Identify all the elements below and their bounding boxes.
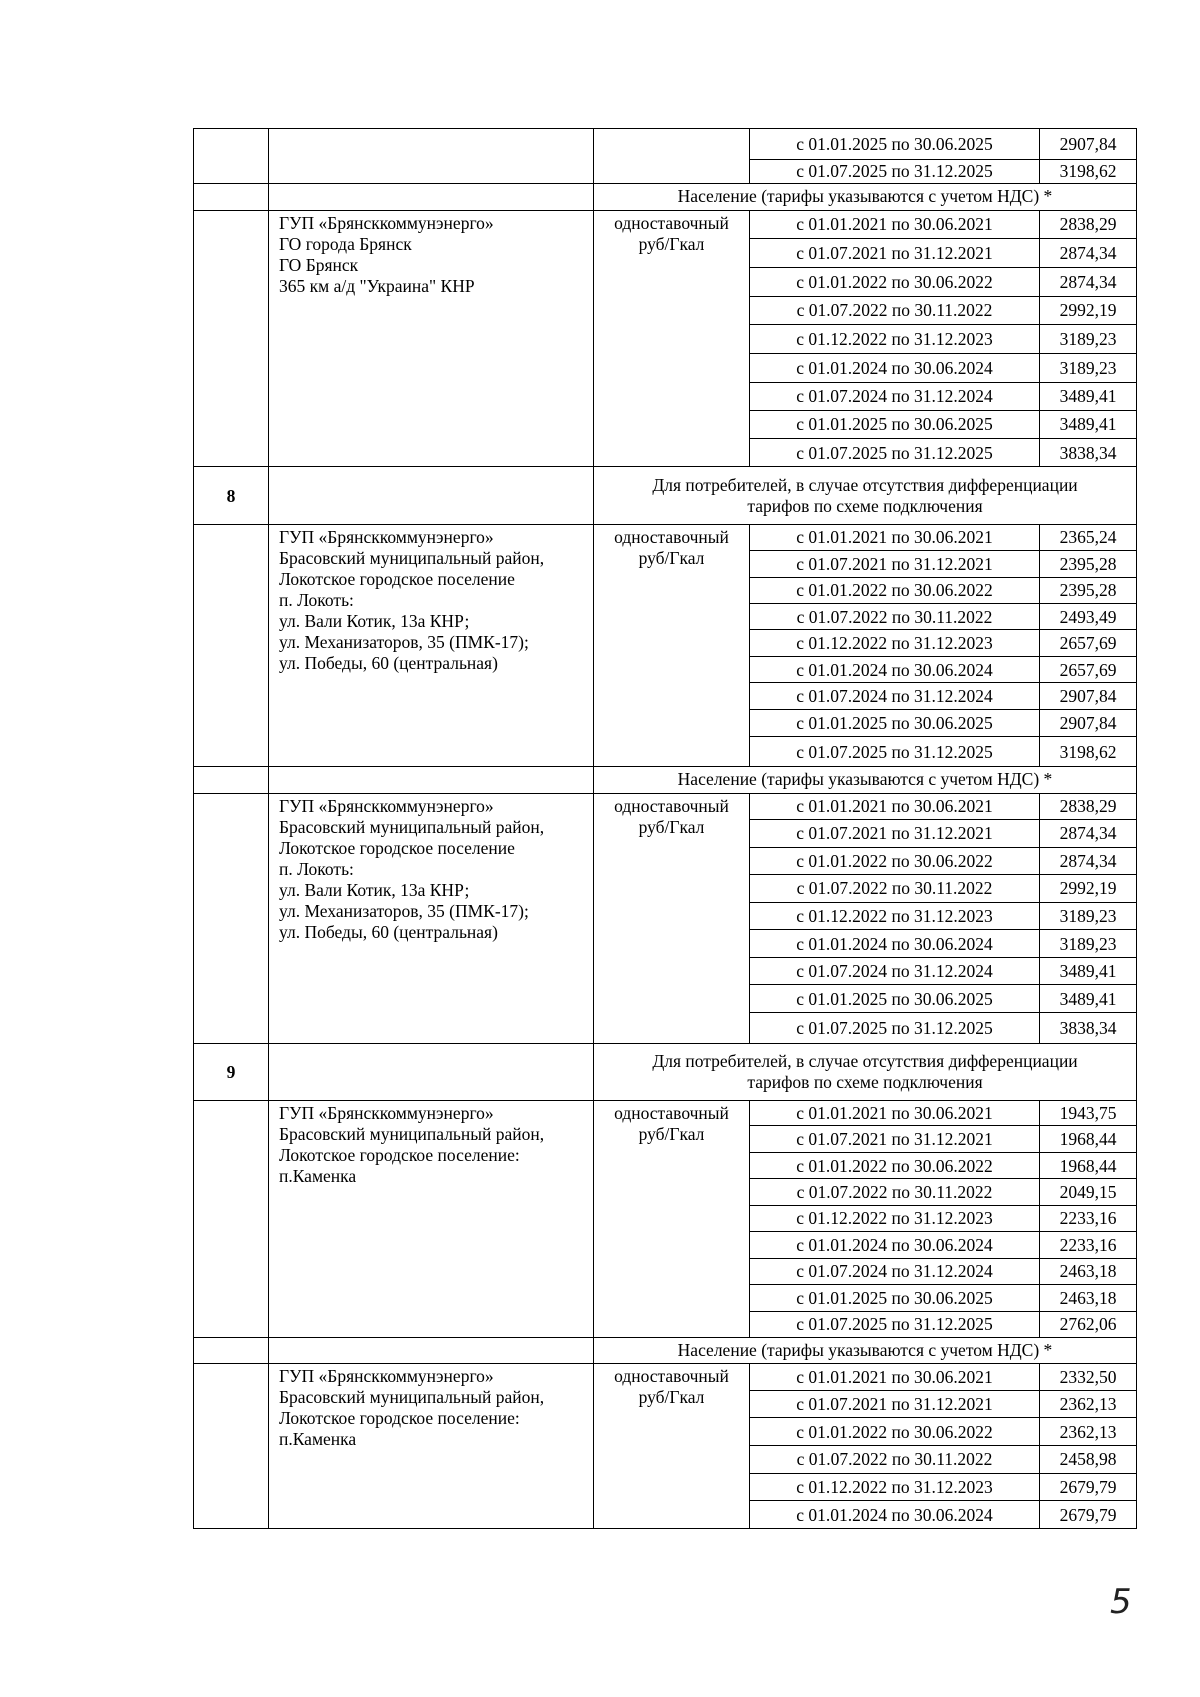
period-cell: с 01.07.2021 по 31.12.2021 <box>750 551 1040 577</box>
period-cell: с 01.12.2022 по 31.12.2023 <box>750 325 1040 354</box>
organization-line: п.Каменка <box>279 1166 357 1187</box>
tariff-type-cell <box>594 210 750 467</box>
number-cell <box>194 793 269 1043</box>
value-cell: 2874,34 <box>1040 267 1137 296</box>
numbered-section-row <box>194 467 1137 524</box>
value-cell: 2679,79 <box>1040 1473 1137 1501</box>
period-cell: с 01.01.2022 по 30.06.2022 <box>750 267 1040 296</box>
value-cell: 2463,18 <box>1040 1258 1137 1284</box>
section-row <box>194 1338 1137 1364</box>
number-cell <box>194 210 269 467</box>
table-row <box>194 129 1137 160</box>
page-number: 5 <box>1110 1582 1132 1622</box>
organization-line: ГО Брянск <box>279 254 359 275</box>
value-cell: 3189,23 <box>1040 325 1137 354</box>
period-cell: с 01.07.2025 по 31.12.2025 <box>750 438 1040 467</box>
org-cell <box>269 467 594 524</box>
value-cell: 2657,69 <box>1040 630 1137 656</box>
tariff-type-line: руб/Гкал <box>638 816 705 837</box>
item-number: 9 <box>194 1043 269 1100</box>
period-cell: с 01.01.2025 по 30.06.2025 <box>750 709 1040 737</box>
organization-line: ул. Победы, 60 (центральная) <box>279 921 498 942</box>
organization-line: Брасовский муниципальный район, <box>279 816 545 837</box>
value-cell: 2493,49 <box>1040 604 1137 630</box>
value-cell: 2907,84 <box>1040 709 1137 737</box>
value-cell: 2458,98 <box>1040 1446 1137 1474</box>
org-cell <box>269 129 594 184</box>
number-cell <box>194 767 269 793</box>
period-cell: с 01.07.2025 по 31.12.2025 <box>750 1012 1040 1043</box>
period-cell: с 01.01.2022 по 30.06.2022 <box>750 1152 1040 1178</box>
value-cell: 3838,34 <box>1040 1012 1137 1043</box>
section-heading-line: Для потребителей, в случае отсутствия дифференциации <box>652 474 1078 495</box>
tariff-type-line: одноставочный <box>614 526 729 547</box>
tariff-type-line: руб/Гкал <box>638 547 705 568</box>
value-cell: 1968,44 <box>1040 1126 1137 1152</box>
value-cell: 3198,62 <box>1040 159 1137 183</box>
organization-line: 365 км а/д "Украина" КНР <box>279 275 475 296</box>
tariff-type-line: одноставочный <box>614 212 729 233</box>
period-cell: с 01.07.2024 по 31.12.2024 <box>750 1258 1040 1284</box>
org-cell <box>269 1338 594 1364</box>
value-cell: 3489,41 <box>1040 382 1137 411</box>
organization-cell <box>269 1101 594 1338</box>
section-heading-line: тарифов по схеме подключения <box>747 495 983 516</box>
organization-cell <box>269 793 594 1043</box>
table-row <box>194 210 1137 239</box>
number-cell <box>194 1338 269 1364</box>
value-cell: 2992,19 <box>1040 296 1137 325</box>
period-cell: с 01.01.2021 по 30.06.2021 <box>750 1101 1040 1126</box>
section-row <box>194 767 1137 793</box>
period-cell: с 01.07.2021 по 31.12.2021 <box>750 1390 1040 1418</box>
value-cell: 2463,18 <box>1040 1285 1137 1311</box>
organization-line: ул. Вали Котик, 13а КНР; <box>279 610 470 631</box>
value-cell: 3838,34 <box>1040 438 1137 467</box>
tariff-type-cell <box>594 793 750 1043</box>
tariff-type-line: руб/Гкал <box>638 1387 705 1408</box>
organization-line: ГО города Брянск <box>279 233 412 254</box>
value-cell: 2233,16 <box>1040 1232 1137 1258</box>
tariff-type-line: руб/Гкал <box>638 233 705 254</box>
period-cell: с 01.01.2024 по 30.06.2024 <box>750 353 1040 382</box>
value-cell: 2874,34 <box>1040 820 1137 848</box>
section-heading: Население (тарифы указываются с учетом НДС) * <box>594 184 1137 210</box>
period-cell: с 01.01.2024 по 30.06.2024 <box>750 656 1040 682</box>
period-cell: с 01.07.2022 по 30.11.2022 <box>750 604 1040 630</box>
section-heading: Население (тарифы указываются с учетом НДС) * <box>594 767 1137 793</box>
period-cell: с 01.07.2022 по 30.11.2022 <box>750 1446 1040 1474</box>
value-cell: 3489,41 <box>1040 411 1137 439</box>
value-cell: 2907,84 <box>1040 683 1137 709</box>
value-cell: 3489,41 <box>1040 985 1137 1013</box>
period-cell: с 01.01.2024 по 30.06.2024 <box>750 1232 1040 1258</box>
period-cell: с 01.12.2022 по 31.12.2023 <box>750 902 1040 930</box>
organization-line: Локотское городское поселение: <box>279 1145 520 1166</box>
period-cell: с 01.07.2022 по 30.11.2022 <box>750 1179 1040 1205</box>
tariff-type-line: одноставочный <box>614 1366 729 1387</box>
organization-line: Брасовский муниципальный район, <box>279 1124 545 1145</box>
organization-line: Локотское городское поселение: <box>279 1408 520 1429</box>
value-cell: 2838,29 <box>1040 793 1137 819</box>
period-cell: с 01.07.2021 по 31.12.2021 <box>750 820 1040 848</box>
number-cell <box>194 129 269 184</box>
value-cell: 2657,69 <box>1040 656 1137 682</box>
value-cell: 2049,15 <box>1040 1179 1137 1205</box>
value-cell: 2992,19 <box>1040 875 1137 903</box>
section-heading <box>594 467 1137 524</box>
value-cell: 3189,23 <box>1040 930 1137 958</box>
period-cell: с 01.01.2025 по 30.06.2025 <box>750 129 1040 160</box>
value-cell: 2838,29 <box>1040 210 1137 239</box>
period-cell: с 01.01.2022 по 30.06.2022 <box>750 847 1040 875</box>
period-cell: с 01.07.2025 по 31.12.2025 <box>750 737 1040 767</box>
value-cell: 2907,84 <box>1040 129 1137 160</box>
period-cell: с 01.07.2022 по 30.11.2022 <box>750 296 1040 325</box>
organization-line: ГУП «Брянсккоммунэнерго» <box>279 795 494 816</box>
tariff-type-cell <box>594 524 750 766</box>
section-row <box>194 184 1137 210</box>
org-cell <box>269 767 594 793</box>
number-cell <box>194 524 269 766</box>
value-cell: 1968,44 <box>1040 1152 1137 1178</box>
numbered-section-row <box>194 1043 1137 1100</box>
period-cell: с 01.07.2024 по 31.12.2024 <box>750 382 1040 411</box>
section-heading: Население (тарифы указываются с учетом НДС) * <box>594 1338 1137 1364</box>
organization-line: п. Локоть: <box>279 589 354 610</box>
tariff-type-line: одноставочный <box>614 795 729 816</box>
org-cell <box>269 1043 594 1100</box>
tariff-type-line: одноставочный <box>614 1103 729 1124</box>
value-cell: 2395,28 <box>1040 577 1137 603</box>
table-row <box>194 793 1137 819</box>
item-number: 8 <box>194 467 269 524</box>
value-cell: 3189,23 <box>1040 353 1137 382</box>
organization-cell <box>269 1364 594 1529</box>
table-row <box>194 524 1137 550</box>
section-heading-line: Для потребителей, в случае отсутствия дифференциации <box>652 1050 1078 1071</box>
organization-line: Локотское городское поселение <box>279 837 515 858</box>
section-heading-line: тарифов по схеме подключения <box>747 1071 983 1092</box>
period-cell: с 01.01.2025 по 30.06.2025 <box>750 1285 1040 1311</box>
type-cell <box>594 129 750 184</box>
period-cell: с 01.01.2022 по 30.06.2022 <box>750 1418 1040 1446</box>
value-cell: 2679,79 <box>1040 1501 1137 1529</box>
period-cell: с 01.01.2025 по 30.06.2025 <box>750 411 1040 439</box>
value-cell: 1943,75 <box>1040 1101 1137 1126</box>
organization-line: Брасовский муниципальный район, <box>279 547 545 568</box>
value-cell: 3198,62 <box>1040 737 1137 767</box>
section-heading <box>594 1043 1137 1100</box>
period-cell: с 01.01.2021 по 30.06.2021 <box>750 793 1040 819</box>
organization-line: ул. Механизаторов, 35 (ПМК-17); <box>279 900 529 921</box>
number-cell <box>194 1364 269 1529</box>
period-cell: с 01.12.2022 по 31.12.2023 <box>750 630 1040 656</box>
value-cell: 2762,06 <box>1040 1311 1137 1337</box>
value-cell: 2362,13 <box>1040 1418 1137 1446</box>
period-cell: с 01.07.2022 по 30.11.2022 <box>750 875 1040 903</box>
value-cell: 2362,13 <box>1040 1390 1137 1418</box>
organization-line: п.Каменка <box>279 1429 357 1450</box>
organization-cell <box>269 210 594 467</box>
period-cell: с 01.01.2022 по 30.06.2022 <box>750 577 1040 603</box>
tariff-table <box>193 128 1137 1529</box>
organization-line: ГУП «Брянсккоммунэнерго» <box>279 212 494 233</box>
organization-line: ул. Вали Котик, 13а КНР; <box>279 879 470 900</box>
value-cell: 2332,50 <box>1040 1364 1137 1390</box>
organization-line: ул. Механизаторов, 35 (ПМК-17); <box>279 631 529 652</box>
organization-line: Локотское городское поселение <box>279 568 515 589</box>
value-cell: 3489,41 <box>1040 957 1137 985</box>
tariff-type-cell <box>594 1364 750 1529</box>
period-cell: с 01.07.2021 по 31.12.2021 <box>750 239 1040 268</box>
period-cell: с 01.12.2022 по 31.12.2023 <box>750 1205 1040 1231</box>
tariff-type-line: руб/Гкал <box>638 1124 705 1145</box>
value-cell: 2874,34 <box>1040 847 1137 875</box>
period-cell: с 01.07.2024 по 31.12.2024 <box>750 683 1040 709</box>
tariff-table-body <box>194 129 1137 1529</box>
period-cell: с 01.01.2021 по 30.06.2021 <box>750 1364 1040 1390</box>
organization-line: п. Локоть: <box>279 858 354 879</box>
value-cell: 2395,28 <box>1040 551 1137 577</box>
period-cell: с 01.01.2021 по 30.06.2021 <box>750 210 1040 239</box>
organization-line: ГУП «Брянсккоммунэнерго» <box>279 1103 494 1124</box>
organization-line: ГУП «Брянсккоммунэнерго» <box>279 526 494 547</box>
period-cell: с 01.07.2025 по 31.12.2025 <box>750 1311 1040 1337</box>
period-cell: с 01.01.2025 по 30.06.2025 <box>750 985 1040 1013</box>
table-row <box>194 1101 1137 1126</box>
value-cell: 2233,16 <box>1040 1205 1137 1231</box>
organization-line: ул. Победы, 60 (центральная) <box>279 652 498 673</box>
value-cell: 3189,23 <box>1040 902 1137 930</box>
period-cell: с 01.07.2021 по 31.12.2021 <box>750 1126 1040 1152</box>
value-cell: 2365,24 <box>1040 524 1137 550</box>
org-cell <box>269 184 594 210</box>
period-cell: с 01.01.2024 по 30.06.2024 <box>750 930 1040 958</box>
tariff-type-cell <box>594 1101 750 1338</box>
period-cell: с 01.07.2025 по 31.12.2025 <box>750 159 1040 183</box>
period-cell: с 01.01.2021 по 30.06.2021 <box>750 524 1040 550</box>
value-cell: 2874,34 <box>1040 239 1137 268</box>
organization-line: ГУП «Брянсккоммунэнерго» <box>279 1366 494 1387</box>
organization-line: Брасовский муниципальный район, <box>279 1387 545 1408</box>
organization-cell <box>269 524 594 766</box>
number-cell <box>194 1101 269 1338</box>
table-row <box>194 1364 1137 1390</box>
period-cell: с 01.01.2024 по 30.06.2024 <box>750 1501 1040 1529</box>
period-cell: с 01.07.2024 по 31.12.2024 <box>750 957 1040 985</box>
period-cell: с 01.12.2022 по 31.12.2023 <box>750 1473 1040 1501</box>
number-cell <box>194 184 269 210</box>
